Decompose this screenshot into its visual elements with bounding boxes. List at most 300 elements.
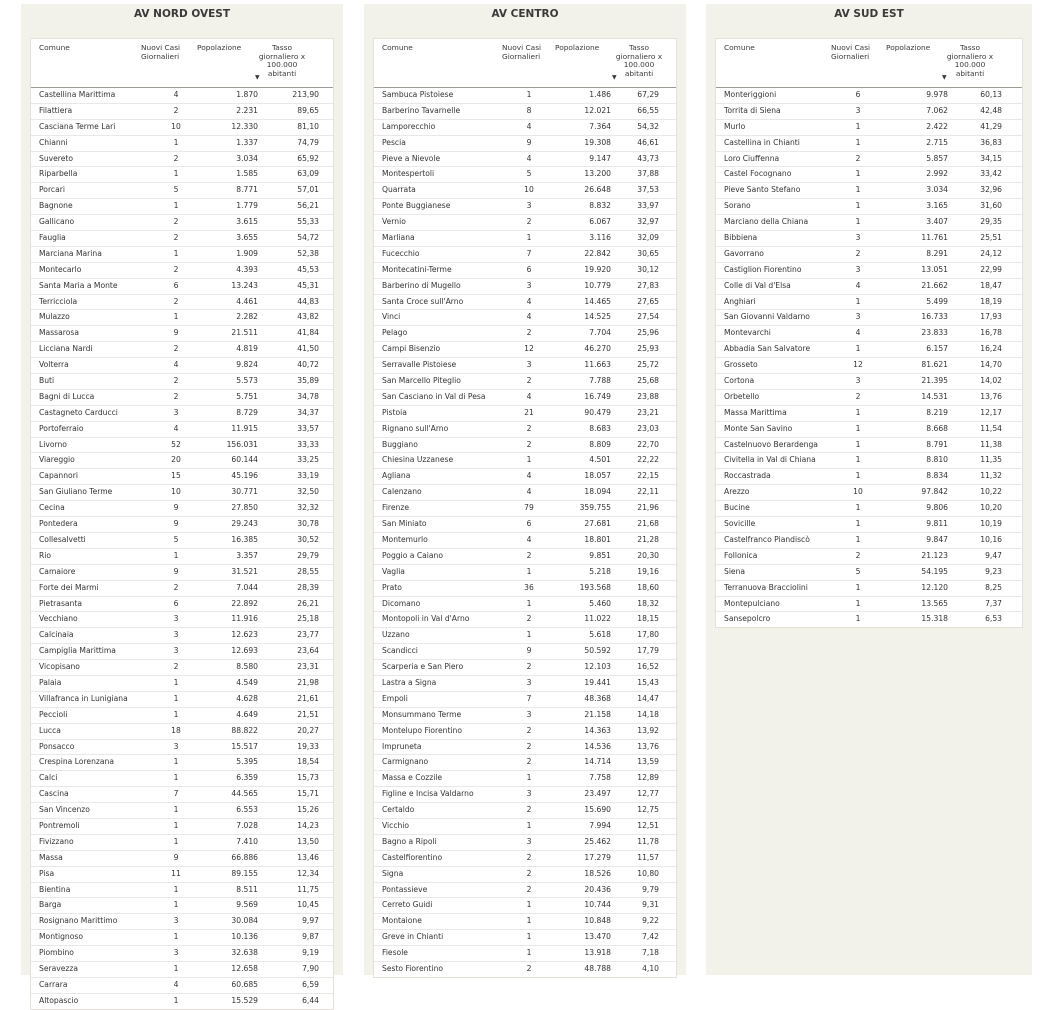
table-row[interactable] [374, 215, 676, 231]
col-header-comune[interactable]: Comune [39, 43, 70, 52]
table-row[interactable] [374, 247, 676, 263]
table-row[interactable] [716, 231, 1022, 247]
table-row[interactable] [374, 867, 676, 883]
table-row[interactable] [374, 390, 676, 406]
tasso-cell: 32,32 [297, 503, 319, 513]
nuovi-casi-cell: 10 [853, 487, 863, 497]
col-header-popolazione[interactable]: Popolazione [886, 43, 931, 52]
table-row[interactable] [374, 930, 676, 946]
table-row[interactable] [716, 199, 1022, 215]
comune-cell: Anghiari [724, 296, 756, 306]
table-row[interactable] [374, 88, 676, 104]
table-row[interactable] [374, 851, 676, 867]
table-row[interactable] [31, 469, 333, 485]
table-row[interactable] [374, 183, 676, 199]
comune-cell: Porcari [39, 185, 65, 195]
table-row[interactable] [716, 279, 1022, 295]
popolazione-cell: 8.291 [926, 248, 948, 258]
table-row[interactable] [31, 247, 333, 263]
table-row[interactable] [31, 342, 333, 358]
comune-cell: Torrita di Siena [724, 105, 781, 115]
table-row[interactable] [31, 485, 333, 501]
table-row[interactable] [31, 962, 333, 978]
nuovi-casi-cell: 1 [173, 550, 179, 560]
table-row[interactable] [374, 835, 676, 851]
table-row[interactable] [716, 453, 1022, 469]
table-row[interactable] [31, 803, 333, 819]
popolazione-cell: 14.536 [584, 741, 611, 751]
table-row[interactable] [716, 565, 1022, 581]
col-header-tasso[interactable]: Tasso giornaliero x 100.000 abitanti [615, 43, 663, 78]
table-row[interactable] [716, 326, 1022, 342]
popolazione-cell: 5.218 [589, 566, 611, 576]
table-row[interactable] [374, 295, 676, 311]
table-row[interactable] [31, 708, 333, 724]
table-row[interactable] [716, 88, 1022, 104]
tasso-cell: 23,77 [297, 630, 319, 640]
tasso-cell: 74,79 [297, 137, 319, 147]
table-row[interactable] [31, 835, 333, 851]
tasso-cell: 17,93 [980, 312, 1002, 322]
nuovi-casi-cell: 1 [526, 598, 532, 608]
tasso-cell: 65,92 [297, 153, 319, 163]
popolazione-cell: 8.834 [926, 471, 948, 481]
tasso-cell: 22,70 [637, 439, 659, 449]
nuovi-casi-cell: 1 [173, 820, 179, 830]
table-row[interactable] [374, 485, 676, 501]
table-row[interactable] [31, 692, 333, 708]
table-row[interactable] [374, 755, 676, 771]
table-row[interactable] [716, 469, 1022, 485]
table-row[interactable] [374, 453, 676, 469]
comune-cell: Grosseto [724, 360, 758, 370]
popolazione-cell: 8.809 [589, 439, 611, 449]
table-row[interactable] [716, 358, 1022, 374]
table-row[interactable] [31, 199, 333, 215]
tasso-cell: 9,97 [302, 916, 319, 926]
col-header-comune[interactable]: Comune [382, 43, 413, 52]
nuovi-casi-cell: 1 [173, 995, 179, 1005]
table-row[interactable] [31, 215, 333, 231]
table-row[interactable] [374, 199, 676, 215]
table-row[interactable] [31, 724, 333, 740]
nuovi-casi-cell: 2 [526, 741, 532, 751]
table-row[interactable] [716, 533, 1022, 549]
col-header-tasso[interactable]: Tasso giornaliero x 100.000 abitanti [946, 43, 994, 78]
table-row[interactable] [31, 279, 333, 295]
col-header-nuovi-casi[interactable]: Nuovi Casi Giornalieri [831, 43, 871, 61]
table-row[interactable] [374, 358, 676, 374]
comune-cell: Pontremoli [39, 820, 80, 830]
table-row[interactable] [374, 517, 676, 533]
table-row[interactable] [374, 628, 676, 644]
nuovi-casi-cell: 1 [526, 233, 532, 243]
table-row[interactable] [374, 326, 676, 342]
comune-cell: Vecchiano [39, 614, 78, 624]
nuovi-casi-cell: 1 [173, 932, 179, 942]
table-row[interactable] [31, 740, 333, 756]
popolazione-cell: 8.683 [589, 423, 611, 433]
table-row[interactable] [31, 787, 333, 803]
table-row[interactable] [374, 660, 676, 676]
popolazione-cell: 5.460 [589, 598, 611, 608]
table-row[interactable] [31, 565, 333, 581]
nuovi-casi-cell: 1 [855, 169, 861, 179]
nuovi-casi-cell: 1 [855, 423, 861, 433]
table-row[interactable] [716, 549, 1022, 565]
nuovi-casi-cell: 1 [526, 932, 532, 942]
table-row[interactable] [374, 962, 676, 977]
table-row[interactable] [374, 946, 676, 962]
table-row[interactable] [31, 406, 333, 422]
tasso-cell: 19,16 [637, 566, 659, 576]
table-row[interactable] [374, 898, 676, 914]
comune-cell: Chiesina Uzzanese [382, 455, 454, 465]
popolazione-cell: 32.638 [231, 948, 258, 958]
nuovi-casi-cell: 2 [526, 725, 532, 735]
tasso-cell: 52,38 [297, 248, 319, 258]
popolazione-cell: 1.337 [236, 137, 258, 147]
nuovi-casi-cell: 2 [173, 662, 179, 672]
tasso-cell: 9,47 [985, 550, 1002, 560]
comune-cell: Bagno a Ripoli [382, 836, 437, 846]
popolazione-cell: 5.618 [589, 630, 611, 640]
table-row[interactable] [374, 120, 676, 136]
comune-cell: Forte dei Marmi [39, 582, 99, 592]
table-row[interactable] [716, 342, 1022, 358]
table-row[interactable] [716, 406, 1022, 422]
comune-cell: Portoferraio [39, 423, 84, 433]
table-row[interactable] [374, 152, 676, 168]
col-header-nuovi-casi[interactable]: Nuovi Casi Giornalieri [141, 43, 181, 61]
nuovi-casi-cell: 36 [524, 582, 534, 592]
comune-cell: Serravalle Pistoiese [382, 360, 457, 370]
tasso-cell: 30,12 [637, 264, 659, 274]
table-row[interactable] [374, 565, 676, 581]
nuovi-casi-cell: 1 [526, 455, 532, 465]
popolazione-cell: 48.368 [584, 693, 611, 703]
comune-cell: Bucine [724, 503, 750, 513]
popolazione-cell: 97.842 [921, 487, 948, 497]
sort-descending-icon[interactable]: ▼ [942, 74, 947, 82]
table-row[interactable] [31, 549, 333, 565]
table-row[interactable] [31, 628, 333, 644]
table-row[interactable] [716, 374, 1022, 390]
popolazione-cell: 13.470 [584, 932, 611, 942]
comune-cell: Pietrasanta [39, 598, 83, 608]
table-row[interactable] [31, 533, 333, 549]
popolazione-cell: 14.525 [584, 312, 611, 322]
popolazione-cell: 18.801 [584, 534, 611, 544]
comune-cell: Monte San Savino [724, 423, 793, 433]
table-row[interactable] [31, 517, 333, 533]
popolazione-cell: 14.531 [921, 391, 948, 401]
table-row[interactable] [31, 501, 333, 517]
table-row[interactable] [31, 231, 333, 247]
table-row[interactable] [374, 422, 676, 438]
table-row[interactable] [716, 390, 1022, 406]
nuovi-casi-cell: 1 [855, 296, 861, 306]
table-row[interactable] [374, 136, 676, 152]
table-row[interactable] [31, 104, 333, 120]
table-row[interactable] [716, 501, 1022, 517]
table-row[interactable] [31, 883, 333, 899]
nuovi-casi-cell: 5 [526, 169, 532, 179]
table-row[interactable] [31, 771, 333, 787]
table-row[interactable] [716, 310, 1022, 326]
table-row[interactable] [716, 247, 1022, 263]
comune-cell: Marciana Marina [39, 248, 102, 258]
table-row[interactable] [716, 183, 1022, 199]
data-table [30, 38, 334, 1010]
table-row[interactable] [374, 708, 676, 724]
table-header [374, 39, 676, 88]
tasso-cell: 33,25 [297, 455, 319, 465]
table-row[interactable] [374, 549, 676, 565]
table-row[interactable] [31, 819, 333, 835]
table-row[interactable] [716, 485, 1022, 501]
table-row[interactable] [716, 295, 1022, 311]
table-row[interactable] [374, 914, 676, 930]
comune-cell: Massa [39, 852, 63, 862]
comune-cell: Vicopisano [39, 662, 80, 672]
table-row[interactable] [716, 104, 1022, 120]
tasso-cell: 8,25 [985, 582, 1002, 592]
nuovi-casi-cell: 6 [526, 264, 532, 274]
col-header-nuovi-casi[interactable]: Nuovi Casi Giornalieri [502, 43, 542, 61]
table-row[interactable] [31, 660, 333, 676]
popolazione-cell: 3.034 [926, 185, 948, 195]
popolazione-cell: 14.465 [584, 296, 611, 306]
table-row[interactable] [716, 136, 1022, 152]
popolazione-cell: 12.120 [921, 582, 948, 592]
nuovi-casi-cell: 9 [526, 646, 532, 656]
tasso-cell: 23,88 [637, 391, 659, 401]
table-row[interactable] [31, 326, 333, 342]
popolazione-cell: 359.755 [579, 503, 611, 513]
tasso-cell: 11,38 [980, 439, 1002, 449]
table-row[interactable] [716, 215, 1022, 231]
table-row[interactable] [716, 581, 1022, 597]
table-row[interactable] [716, 438, 1022, 454]
table-row[interactable] [374, 644, 676, 660]
table-row[interactable] [374, 771, 676, 787]
popolazione-cell: 6.359 [236, 773, 258, 783]
comune-cell: Scarperia e San Piero [382, 662, 464, 672]
table-row[interactable] [374, 104, 676, 120]
table-row[interactable] [31, 930, 333, 946]
table-row[interactable] [31, 898, 333, 914]
comune-cell: Calenzano [382, 487, 422, 497]
table-row[interactable] [374, 438, 676, 454]
comune-cell: Altopascio [39, 995, 79, 1005]
table-row[interactable] [31, 914, 333, 930]
nuovi-casi-cell: 3 [855, 233, 861, 243]
nuovi-casi-cell: 1 [526, 566, 532, 576]
table-row[interactable] [374, 819, 676, 835]
table-row[interactable] [374, 883, 676, 899]
tasso-cell: 11,75 [297, 884, 319, 894]
table-row[interactable] [31, 867, 333, 883]
table-row[interactable] [31, 755, 333, 771]
popolazione-cell: 19.920 [584, 264, 611, 274]
table-row[interactable] [31, 597, 333, 613]
comune-cell: San Marcello Piteglio [382, 376, 461, 386]
table-row[interactable] [716, 517, 1022, 533]
comune-cell: Sovicille [724, 519, 756, 529]
table-row[interactable] [374, 342, 676, 358]
comune-cell: Volterra [39, 360, 69, 370]
table-row[interactable] [716, 263, 1022, 279]
table-row[interactable] [716, 167, 1022, 183]
table-row[interactable] [31, 183, 333, 199]
popolazione-cell: 12.103 [584, 662, 611, 672]
table-row[interactable] [31, 263, 333, 279]
sort-descending-icon[interactable]: ▼ [612, 74, 617, 82]
popolazione-cell: 7.994 [589, 820, 611, 830]
popolazione-cell: 4.393 [236, 264, 258, 274]
table-row[interactable] [716, 422, 1022, 438]
comune-cell: Certaldo [382, 805, 415, 815]
nuovi-casi-cell: 9 [173, 503, 179, 513]
col-header-popolazione[interactable]: Popolazione [555, 43, 600, 52]
popolazione-cell: 8.810 [926, 455, 948, 465]
popolazione-cell: 6.157 [926, 344, 948, 354]
tasso-cell: 32,09 [637, 233, 659, 243]
tasso-cell: 25,72 [637, 360, 659, 370]
col-header-popolazione[interactable]: Popolazione [197, 43, 242, 52]
popolazione-cell: 17.279 [584, 852, 611, 862]
table-row[interactable] [31, 978, 333, 994]
comune-cell: Calci [39, 773, 58, 783]
comune-cell: Cascina [39, 789, 69, 799]
table-row[interactable] [374, 279, 676, 295]
popolazione-cell: 5.751 [236, 391, 258, 401]
col-header-comune[interactable]: Comune [724, 43, 755, 52]
table-row[interactable] [374, 167, 676, 183]
table-row[interactable] [374, 406, 676, 422]
tasso-cell: 15,26 [297, 805, 319, 815]
table-row[interactable] [374, 374, 676, 390]
table-row[interactable] [31, 374, 333, 390]
tasso-cell: 21,96 [637, 503, 659, 513]
tasso-cell: 30,78 [297, 519, 319, 529]
popolazione-cell: 4.549 [236, 677, 258, 687]
table-row[interactable] [31, 310, 333, 326]
tasso-cell: 27,54 [637, 312, 659, 322]
tasso-cell: 33,97 [637, 201, 659, 211]
popolazione-cell: 2.715 [926, 137, 948, 147]
table-row[interactable] [31, 295, 333, 311]
table-row[interactable] [374, 469, 676, 485]
nuovi-casi-cell: 3 [526, 789, 532, 799]
table-row[interactable] [31, 994, 333, 1009]
data-table [373, 38, 677, 978]
comune-cell: Loro Ciuffenna [724, 153, 780, 163]
table-row[interactable] [31, 946, 333, 962]
popolazione-cell: 2.422 [926, 121, 948, 131]
comune-cell: Vicchio [382, 820, 410, 830]
nuovi-casi-cell: 2 [855, 153, 861, 163]
table-row[interactable] [374, 501, 676, 517]
table-row[interactable] [374, 676, 676, 692]
table-row[interactable] [31, 644, 333, 660]
nuovi-casi-cell: 1 [173, 169, 179, 179]
tasso-cell: 57,01 [297, 185, 319, 195]
table-row[interactable] [374, 231, 676, 247]
nuovi-casi-cell: 3 [855, 312, 861, 322]
nuovi-casi-cell: 7 [173, 789, 179, 799]
table-row[interactable] [31, 167, 333, 183]
popolazione-cell: 21.511 [231, 328, 258, 338]
table-row[interactable] [31, 438, 333, 454]
table-row[interactable] [31, 676, 333, 692]
popolazione-cell: 7.364 [589, 121, 611, 131]
table-row[interactable] [374, 581, 676, 597]
comune-cell: Massa Marittima [724, 407, 787, 417]
table-row[interactable] [716, 612, 1022, 627]
nuovi-casi-cell: 2 [173, 391, 179, 401]
table-row[interactable] [31, 390, 333, 406]
table-row[interactable] [374, 612, 676, 628]
table-row[interactable] [716, 152, 1022, 168]
table-row[interactable] [374, 533, 676, 549]
table-row[interactable] [31, 612, 333, 628]
comune-cell: Castel Focognano [724, 169, 792, 179]
table-row[interactable] [31, 422, 333, 438]
table-row[interactable] [31, 358, 333, 374]
table-row[interactable] [374, 724, 676, 740]
tasso-cell: 10,19 [980, 519, 1002, 529]
comune-cell: Suvereto [39, 153, 74, 163]
popolazione-cell: 44.565 [231, 789, 258, 799]
table-row[interactable] [374, 310, 676, 326]
table-row[interactable] [716, 120, 1022, 136]
sort-descending-icon[interactable]: ▼ [255, 74, 260, 82]
table-row[interactable] [31, 120, 333, 136]
nuovi-casi-cell: 1 [173, 805, 179, 815]
table-row[interactable] [374, 787, 676, 803]
popolazione-cell: 22.842 [584, 248, 611, 258]
nuovi-casi-cell: 3 [173, 646, 179, 656]
nuovi-casi-cell: 1 [173, 312, 179, 322]
popolazione-cell: 2.231 [236, 105, 258, 115]
tasso-cell: 12,89 [637, 773, 659, 783]
comune-cell: Massarosa [39, 328, 79, 338]
popolazione-cell: 11.761 [921, 233, 948, 243]
col-header-tasso[interactable]: Tasso giornaliero x 100.000 abitanti [258, 43, 306, 78]
popolazione-cell: 50.592 [584, 646, 611, 656]
table-row[interactable] [374, 263, 676, 279]
table-row[interactable] [31, 581, 333, 597]
table-row[interactable] [31, 453, 333, 469]
table-row[interactable] [31, 851, 333, 867]
table-row[interactable] [374, 692, 676, 708]
table-row[interactable] [374, 803, 676, 819]
table-row[interactable] [31, 152, 333, 168]
table-row[interactable] [374, 597, 676, 613]
popolazione-cell: 10.779 [584, 280, 611, 290]
tasso-cell: 54,32 [637, 121, 659, 131]
table-row[interactable] [31, 88, 333, 104]
table-row[interactable] [31, 136, 333, 152]
nuovi-casi-cell: 2 [526, 423, 532, 433]
comune-cell: Poggio a Caiano [382, 550, 444, 560]
tasso-cell: 21,28 [637, 534, 659, 544]
table-row[interactable] [374, 740, 676, 756]
table-row[interactable] [716, 597, 1022, 613]
popolazione-cell: 45.196 [231, 471, 258, 481]
